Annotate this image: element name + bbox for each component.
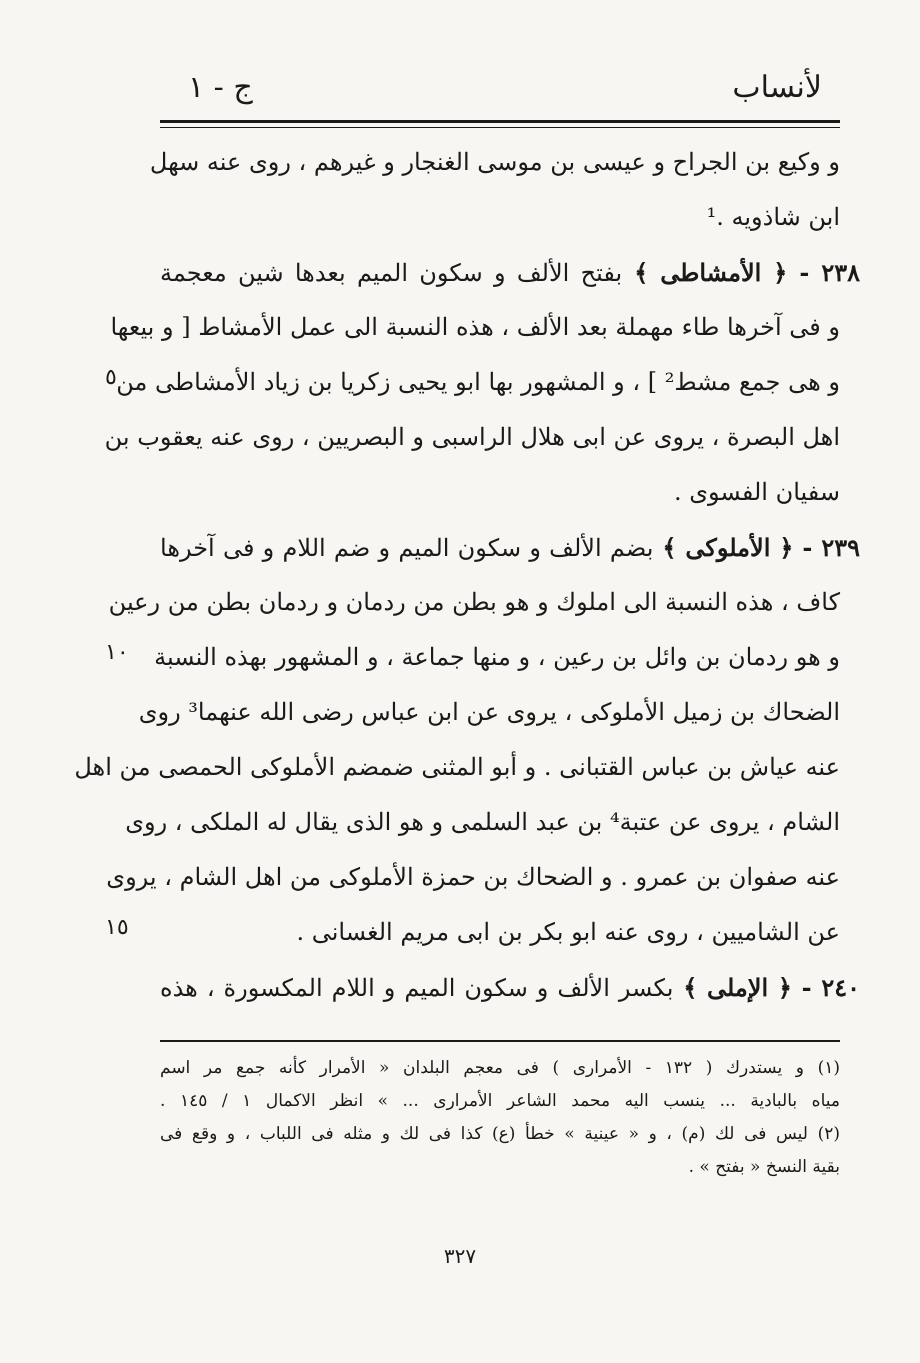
text-line: الضحاك بن زميل الأملوكى ، يروى عن ابن عباس رضى الله عنهما³ روى [138,698,840,726]
footnote-line: (٢) ليس فى لك (م) ، و « عينية » خطأ (ع) كذا فى لك و مثله فى اللباب ، و وقع فى [160,1124,840,1144]
text-line: عنه عياش بن عباس القتبانى . و أبو المثنى ضمضم الأملوكى الحمصى من اهل [74,753,840,781]
footnote-rule [160,1040,840,1042]
text-line: و هى جمع مشط² ] ، و المشهور بها ابو يحيى زكريا بن زياد الأمشاطى من [116,368,840,396]
text-line: الشام ، يروى عن عتبة⁴ بن عبد السلمى و هو الذى يقال له الملكى ، روى [125,808,840,836]
text-line: سفيان الفسوى . [673,478,840,506]
text-line: ابن شاذويه .¹ [706,203,840,231]
footnote-line: مياه بالبادية ... ينسب اليه محمد الشاعر الأمرارى ... » انظر الاكمال ١ / ١٤٥ . [160,1091,840,1111]
line-number-5: ٥ [105,365,117,390]
entry-heading: ٢٣٨ - ﴿ الأمشاطى ﴾ [634,258,860,287]
footnote-line: بقية النسخ « بفتح » . [688,1157,840,1177]
entry-240-line: ٢٤٠ - ﴿ الإملى ﴾ بكسر الألف و سكون الميم و اللام المكسورة ، هذه [160,973,860,1002]
text-line: و وكيع بن الجراح و عيسى بن موسى الغنجار و غيرهم ، روى عنه سهل [149,148,840,176]
line-number-10: ١٠ [105,640,129,665]
running-title: لأنساب [732,70,822,105]
footnote-line: (١) و يستدرك ( ١٣٢ - الأمرارى ) فى معجم البلدان « الأمرار كأنه جمع مر اسم [160,1058,840,1078]
entry-heading: ٢٤٠ - ﴿ الإملى ﴾ [683,973,860,1002]
footnotes [160,1052,840,1184]
text-line: عنه صفوان بن عمرو . و الضحاك بن حمزة الأملوكى من اهل الشام ، يروى [106,863,840,891]
header-rule-thick [160,120,840,123]
text-line: و هو ردمان بن وائل بن رعين ، و منها جماعة ، و المشهور بهذه النسبة [154,643,840,671]
page-number: ٣٢٧ [443,1244,477,1268]
volume-label: ج - ١ [188,70,253,105]
line-number-15: ١٥ [105,915,129,940]
header-rule-thin [160,127,840,128]
entry-238-line: ٢٣٨ - ﴿ الأمشاطى ﴾ بفتح الألف و سكون الميم بعدها شين معجمة [160,258,860,287]
text-line: كاف ، هذه النسبة الى املوك و هو بطن من ردمان و ردمان بطن من رعين [108,588,840,616]
text-line: عن الشاميين ، روى عنه ابو بكر بن ابى مريم الغسانى . [296,918,840,946]
text-line: و فى آخرها طاء مهملة بعد الألف ، هذه النسبة الى عمل الأمشاط [ و بيعها [110,313,840,341]
entry-heading: ٢٣٩ - ﴿ الأملوكى ﴾ [662,533,860,562]
entry-239-line: ٢٣٩ - ﴿ الأملوكى ﴾ بضم الألف و سكون الميم و ضم اللام و فى آخرها [160,533,860,562]
text-line: اهل البصرة ، يروى عن ابى هلال الراسبى و البصريين ، روى عنه يعقوب بن [104,423,840,451]
